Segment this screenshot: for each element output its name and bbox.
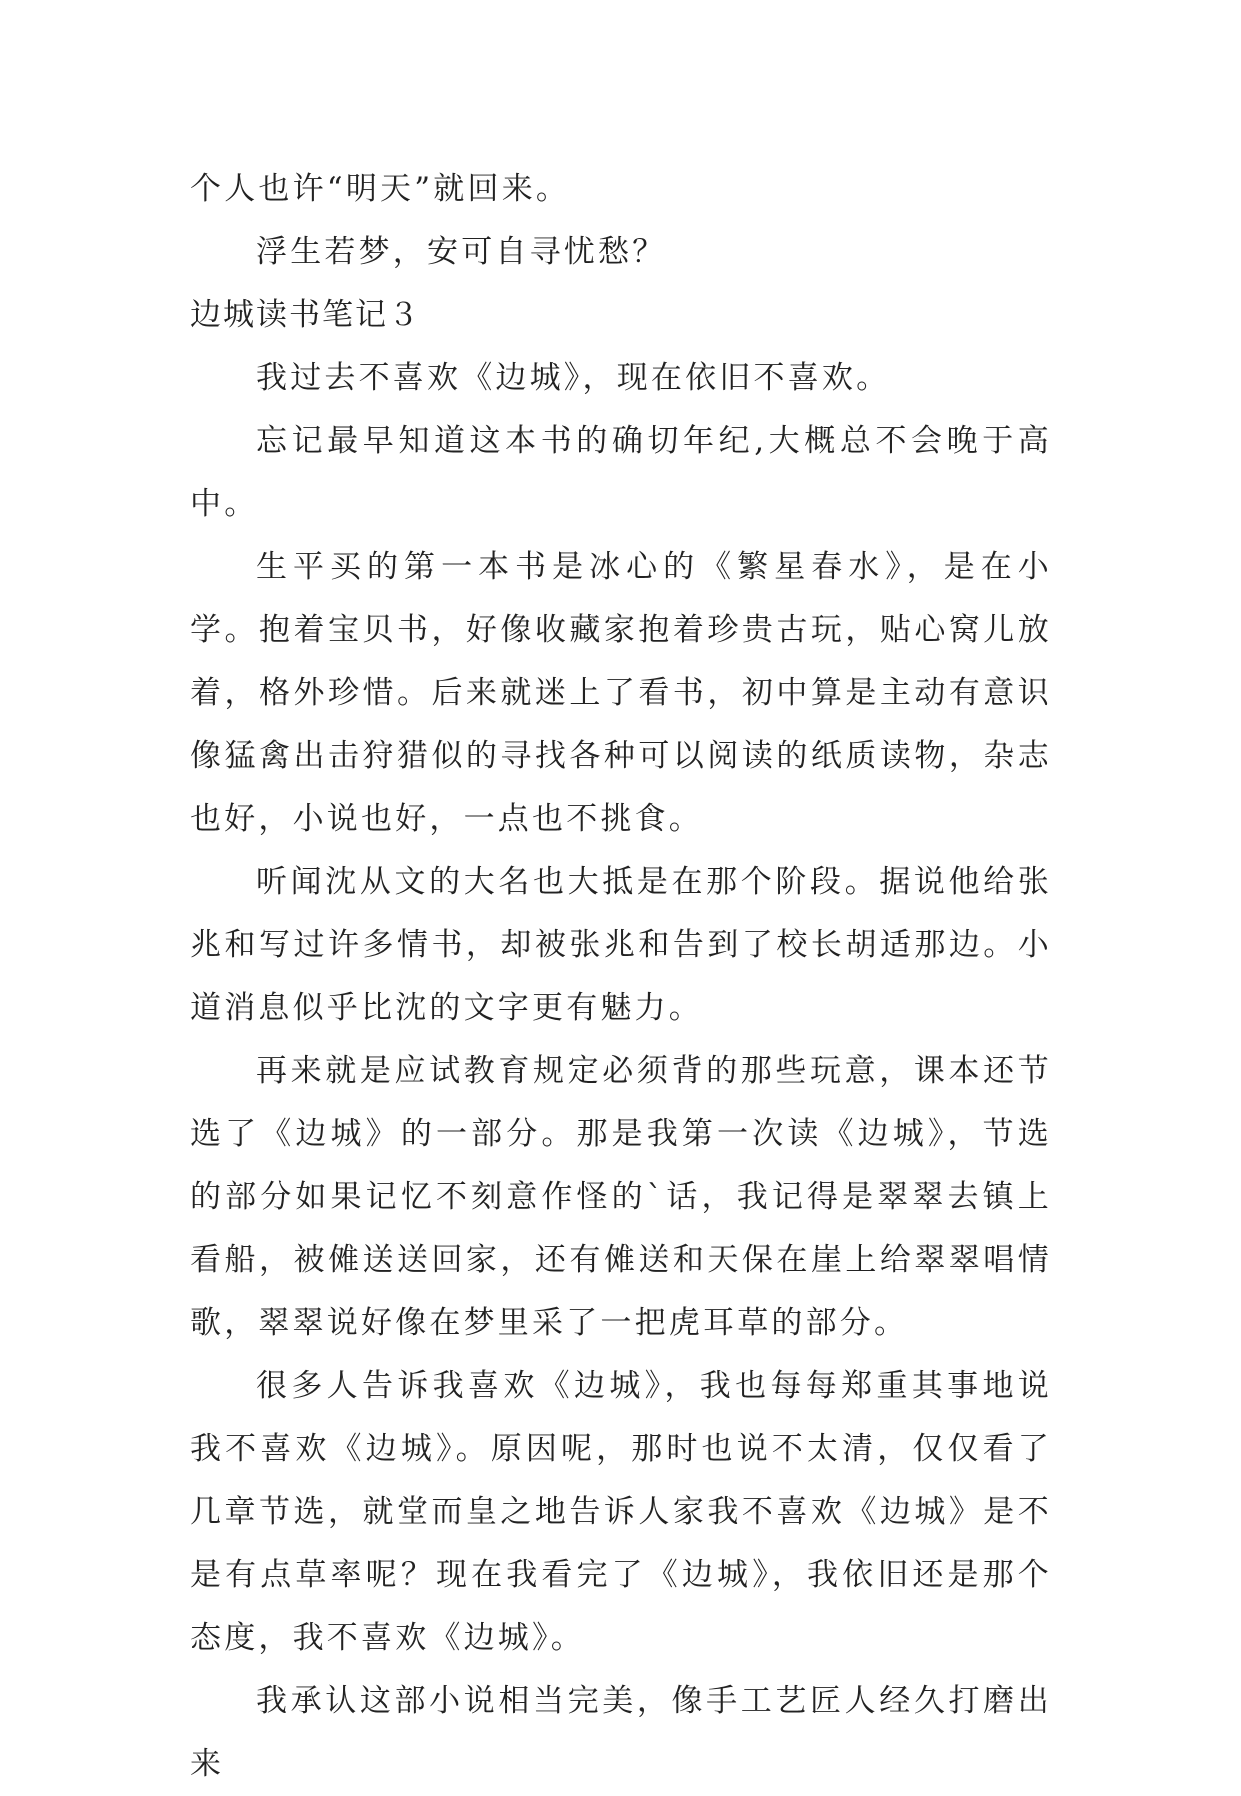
paragraph: 很多人告诉我喜欢《边城》，我也每每郑重其事地说我不喜欢《边城》。原因呢，那时也说不太清，仅仅看了几章节选，就堂而皇之地告诉人家我不喜欢《边城》是不是有点草率呢？现在我看完了《边城》，我依旧还是那个态度，我不喜欢《边城》。 bbox=[190, 1368, 1052, 1656]
paragraph: 忘记最早知道这本书的确切年纪,大概总不会晚于高中。 bbox=[190, 423, 1052, 522]
paragraph: 再来就是应试教育规定必须背的那些玩意，课本还节选了《边城》的一部分。那是我第一次读《边城》，节选的部分如果记忆不刻意作怪的`话，我记得是翠翠去镇上看船，被傩送送回家，还有傩送和天保在崖上给翠翠唱情歌，翠翠说好像在梦里采了一把虎耳草的部分。 bbox=[190, 1053, 1052, 1341]
paragraph: 我承认这部小说相当完美，像手工艺匠人经久打磨出来 bbox=[190, 1683, 1052, 1782]
paragraph: 生平买的第一本书是冰心的《繁星春水》，是在小学。抱着宝贝书，好像收藏家抱着珍贵古玩，贴心窝儿放着，格外珍惜。后来就迷上了看书，初中算是主动有意识像猛禽出击狩猎似的寻找各种可以阅读的纸质读物，杂志也好，小说也好，一点也不挑食。 bbox=[190, 549, 1052, 837]
paragraph: 听闻沈从文的大名也大抵是在那个阶段。据说他给张兆和写过许多情书，却被张兆和告到了校长胡适那边。小道消息似乎比沈的文字更有魅力。 bbox=[190, 864, 1052, 1026]
paragraph: 我过去不喜欢《边城》，现在依旧不喜欢。 bbox=[256, 360, 891, 396]
paragraph: 浮生若梦，安可自寻忧愁？ bbox=[256, 234, 667, 270]
continuation-paragraph: 个人也许“明天”就回来。 bbox=[190, 171, 571, 207]
section-heading: 边城读书笔记３ bbox=[190, 297, 421, 333]
document-body bbox=[190, 158, 1052, 1796]
